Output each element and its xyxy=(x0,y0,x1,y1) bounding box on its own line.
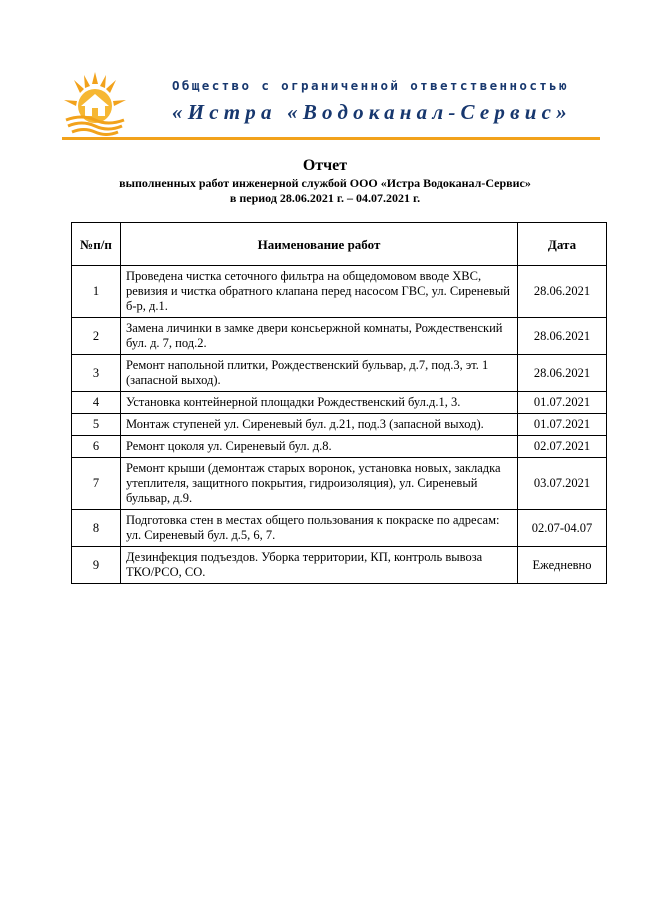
report-title: Отчет xyxy=(302,157,348,174)
row-name: Проведена чистка сеточного фильтра на общедомовом вводе ХВС, ревизия и чистка обратного клапана перед насосом ГВС, ул. Сиреневый б-р, д.1. xyxy=(121,266,518,318)
table-row xyxy=(72,266,607,318)
row-name: Ремонт цоколя ул. Сиреневый бул. д.8. xyxy=(121,436,518,458)
row-name: Установка контейнерной площадки Рождественский бул.д.1, 3. xyxy=(121,392,518,414)
table-row xyxy=(72,436,607,458)
row-name: Дезинфекция подъездов. Уборка территории, КП, контроль вывоза ТКО/РСО, СО. xyxy=(121,547,518,584)
row-date: 28.06.2021 xyxy=(518,355,607,392)
company-type: Общество с ограниченной ответственностью xyxy=(172,78,570,93)
row-num: 2 xyxy=(72,318,121,355)
row-num: 5 xyxy=(72,414,121,436)
row-num: 7 xyxy=(72,458,121,510)
row-num: 1 xyxy=(72,266,121,318)
table-row xyxy=(72,355,607,392)
row-name: Ремонт крыши (демонтаж старых воронок, установка новых, закладка утеплителя, защитного покрытия, гидроизоляция), ул. Сиреневый бульвар, д.9. xyxy=(121,458,518,510)
row-date: 01.07.2021 xyxy=(518,392,607,414)
report-subtitle: выполненных работ инженерной службой ООО «Истра Водоканал-Сервис» xyxy=(119,176,531,190)
row-name: Замена личинки в замке двери консьержной комнаты, Рождественский бул. д. 7, под.2. xyxy=(121,318,518,355)
row-name: Ремонт напольной плитки, Рождественский бульвар, д.7, под.3, эт. 1 (запасной выход). xyxy=(121,355,518,392)
row-name: Подготовка стен в местах общего пользования к покраске по адресам: ул. Сиреневый бул. д.5, 6, 7. xyxy=(121,510,518,547)
table-row xyxy=(72,458,607,510)
table-row xyxy=(72,547,607,584)
header-date: Дата xyxy=(518,223,607,266)
row-date: 28.06.2021 xyxy=(518,266,607,318)
table-row xyxy=(72,318,607,355)
row-date: 03.07.2021 xyxy=(518,458,607,510)
letterhead xyxy=(62,64,602,140)
row-date: Ежедневно xyxy=(518,547,607,584)
row-name: Монтаж ступеней ул. Сиреневый бул. д.21, под.3 (запасной выход). xyxy=(121,414,518,436)
table-row xyxy=(72,414,607,436)
row-num: 3 xyxy=(72,355,121,392)
header-num: №п/п xyxy=(72,223,121,266)
header-name: Наименование работ xyxy=(121,223,518,266)
report-period: в период 28.06.2021 г. – 04.07.2021 г. xyxy=(229,191,421,205)
row-date: 02.07-04.07 xyxy=(518,510,607,547)
row-num: 4 xyxy=(72,392,121,414)
row-num: 6 xyxy=(72,436,121,458)
row-date: 28.06.2021 xyxy=(518,318,607,355)
row-num: 9 xyxy=(72,547,121,584)
row-date: 02.07.2021 xyxy=(518,436,607,458)
row-num: 8 xyxy=(72,510,121,547)
header-divider xyxy=(62,137,600,140)
report-heading xyxy=(0,156,650,206)
works-table xyxy=(71,222,607,584)
row-date: 01.07.2021 xyxy=(518,414,607,436)
table-row xyxy=(72,392,607,414)
sun-house-logo-icon xyxy=(62,70,128,136)
company-name: «Истра «Водоканал-Сервис» xyxy=(172,100,572,124)
table-row xyxy=(72,510,607,547)
table-header-row xyxy=(72,223,607,266)
